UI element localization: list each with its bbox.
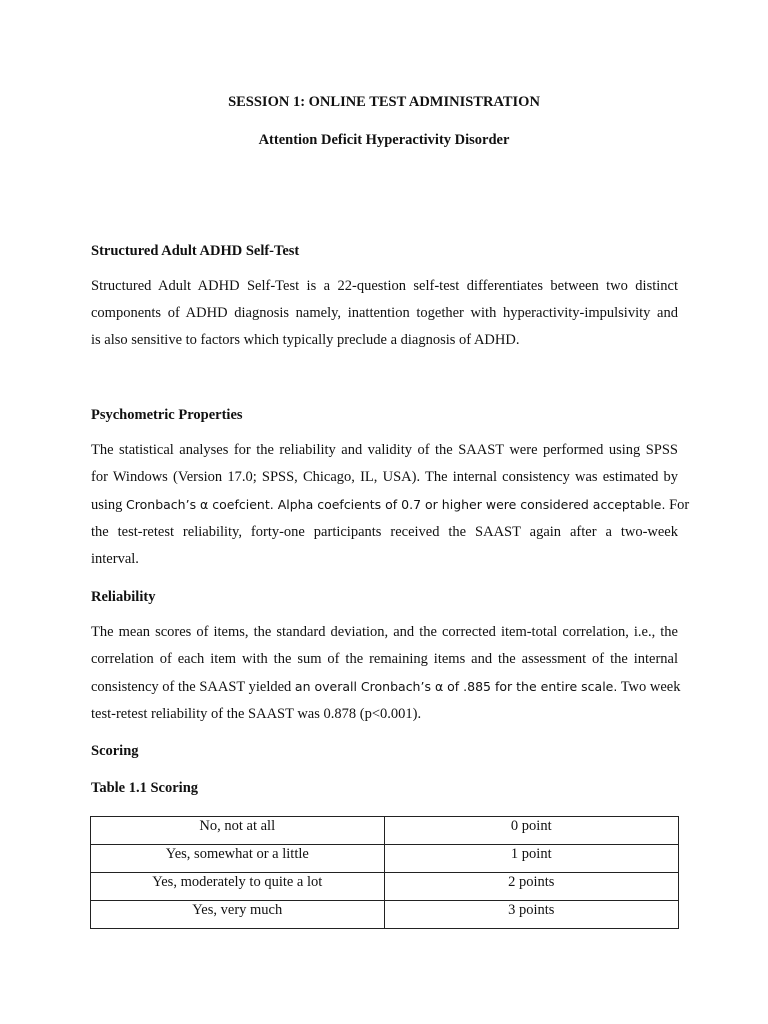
- table-caption: Table 1.1 Scoring: [91, 780, 199, 796]
- table-row: [91, 817, 679, 845]
- table-row: [91, 873, 679, 901]
- psychometric-line-3-start: using: [91, 497, 127, 513]
- scoring-heading: Scoring: [91, 743, 139, 759]
- psychometric-line-3: [91, 491, 690, 519]
- reliability-line-1: The mean scores of items, the standard deviation, and the corrected item-total correlation, i.e., the: [91, 624, 678, 640]
- psychometric-line-3-end: For: [665, 497, 690, 513]
- table-row: [91, 901, 679, 929]
- psychometric-line-3-cronbach: Cronbach’s α coefcient. Alpha coefcients of 0.7 or higher were considered acceptable.: [126, 497, 666, 512]
- psychometric-line-2: for Windows (Version 17.0; SPSS, Chicago, IL, USA). The internal consistency was estimated by: [91, 469, 678, 485]
- psychometric-heading: Psychometric Properties: [91, 407, 243, 423]
- reliability-line-2: correlation of each item with the sum of the remaining items and the assessment of the internal: [91, 651, 678, 667]
- table-row: [91, 845, 679, 873]
- reliability-line-4: test-retest reliability of the SAAST was 0.878 (p<0.001).: [91, 706, 422, 722]
- response-cell: Yes, very much: [91, 901, 385, 929]
- reliability-line-3-cronbach: an overall Cronbach’s α of .885 for the entire scale.: [294, 679, 618, 694]
- psychometric-line-5: interval.: [91, 551, 139, 567]
- saast-line-3: is also sensitive to factors which typically preclude a diagnosis of ADHD.: [91, 332, 520, 348]
- points-cell: 1 point: [384, 845, 678, 873]
- response-cell: No, not at all: [91, 817, 385, 845]
- reliability-line-3-end: Two week: [617, 679, 681, 695]
- saast-line-2: components of ADHD diagnosis namely, inattention together with hyperactivity-impulsivity and: [91, 305, 678, 321]
- saast-heading: Structured Adult ADHD Self-Test: [91, 243, 300, 259]
- psychometric-line-1: The statistical analyses for the reliability and validity of the SAAST were performed using SPSS: [91, 442, 678, 458]
- points-cell: 2 points: [384, 873, 678, 901]
- points-cell: 3 points: [384, 901, 678, 929]
- reliability-paragraph: [91, 619, 681, 728]
- reliability-heading: Reliability: [91, 589, 156, 605]
- psychometric-line-4: the test-retest reliability, forty-one participants received the SAAST again after a two-week: [91, 524, 678, 540]
- response-cell: Yes, moderately to quite a lot: [91, 873, 385, 901]
- points-cell: 0 point: [384, 817, 678, 845]
- psychometric-paragraph: [91, 437, 690, 573]
- reliability-line-3: [91, 673, 681, 701]
- response-cell: Yes, somewhat or a little: [91, 845, 385, 873]
- saast-paragraph: [91, 273, 678, 354]
- saast-line-1: Structured Adult ADHD Self-Test is a 22-question self-test differentiates between two distinct: [91, 278, 678, 294]
- reliability-line-3-start: consistency of the SAAST yielded: [91, 679, 295, 695]
- session-title: SESSION 1: ONLINE TEST ADMINISTRATION: [228, 94, 540, 110]
- document-subtitle: Attention Deficit Hyperactivity Disorder: [258, 132, 510, 148]
- scoring-table: [90, 816, 679, 929]
